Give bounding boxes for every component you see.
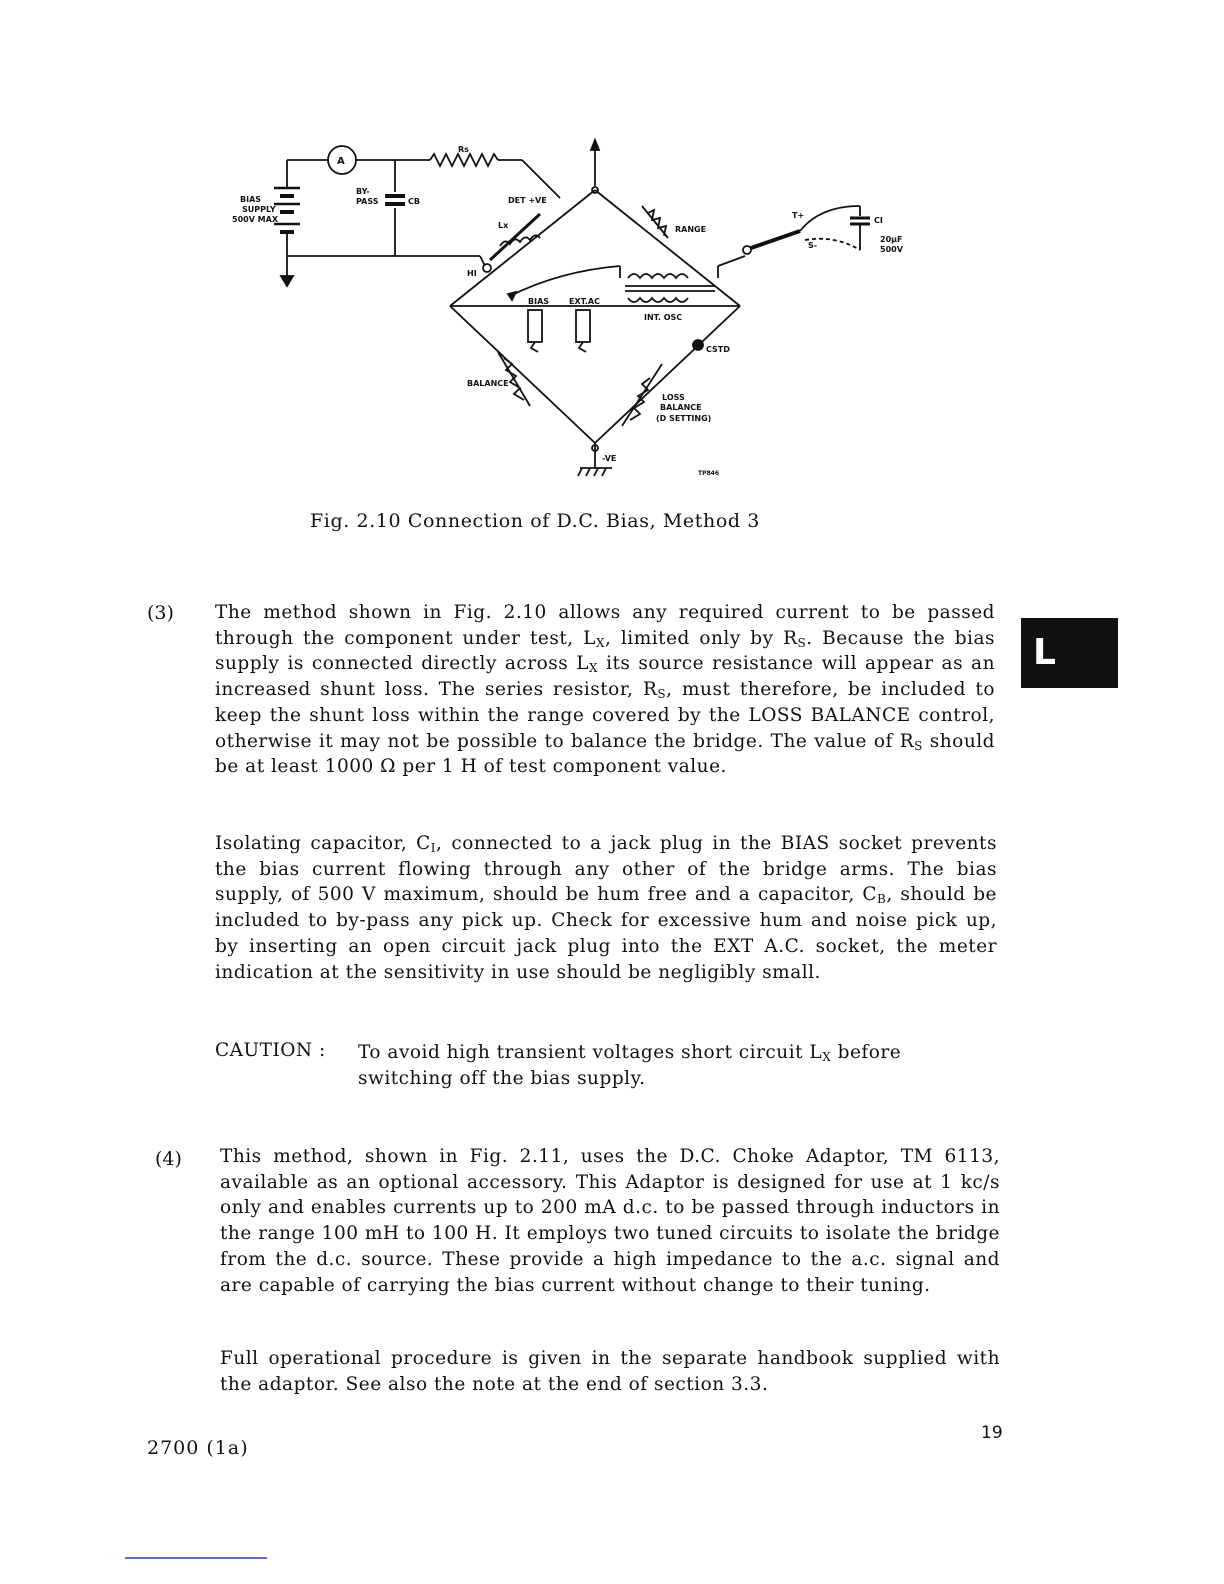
page-number: 19 bbox=[981, 1423, 1003, 1443]
label-fig-code: TP846 bbox=[698, 470, 720, 477]
label-balance: BALANCE bbox=[467, 379, 509, 388]
label-rs: Rs bbox=[458, 145, 469, 154]
label-bias-supply-2: SUPPLY bbox=[242, 205, 276, 214]
label-loss-balance-2: BALANCE bbox=[660, 403, 702, 412]
label-t-plus: T+ bbox=[792, 211, 805, 220]
label-bypass-1: BY- bbox=[356, 187, 370, 196]
label-ext-ac: EXT.AC bbox=[569, 297, 600, 306]
label-bias: BIAS bbox=[528, 297, 550, 306]
label-det-ve: DET +VE bbox=[508, 196, 547, 205]
label-ci-value-1: 20μF bbox=[880, 235, 903, 244]
section-number-3: (3) bbox=[147, 602, 174, 624]
label-cb: CB bbox=[408, 197, 420, 206]
label-int-osc: INT. OSC bbox=[644, 313, 683, 322]
label-s-minus: S- bbox=[808, 241, 818, 250]
label-bias-supply-1: BIAS bbox=[240, 195, 262, 204]
osc-coil-bottom bbox=[628, 298, 688, 302]
label-bypass-2: PASS bbox=[356, 197, 379, 206]
document-reference: 2700 (1a) bbox=[147, 1437, 249, 1459]
label-bias-supply-3: 500V MAX bbox=[232, 215, 278, 224]
section-4-paragraph-2: Full operational procedure is given in the separate handbook supplied with the adaptor. See also the note at the end of section 3.3. bbox=[220, 1348, 1000, 1395]
label-ci-value-2: 500V bbox=[880, 245, 903, 254]
caution-label: CAUTION : bbox=[215, 1040, 326, 1061]
caution-text: To avoid high transient voltages short circuit $L_X$ before switching off the bias supply. bbox=[358, 1042, 902, 1089]
bridge-schematic bbox=[220, 128, 1000, 498]
osc-coil-top bbox=[628, 274, 688, 278]
label-lx: Lx bbox=[498, 221, 509, 230]
resistor-rs bbox=[430, 154, 498, 166]
circuit-diagram bbox=[220, 128, 1000, 498]
section-3-paragraph-1: The method shown in Fig. 2.10 allows any required current to be passed through the component under test, $L_X$, limited only by $R_S$. Because the bias supply is connected directly across $L_X$ its source resistance will appear as an increased shunt loss. The series resistor, $R_S$, must therefore, be included to keep the shunt loss within the range covered by the LOSS BALANCE control, otherwise it may not be possible to balance the bridge. The value of $R_S$ should be at least 1000 Ω per 1 H of test component value. bbox=[215, 602, 996, 778]
section-tab-letter: L bbox=[1033, 632, 1056, 673]
label-hi: HI bbox=[467, 269, 477, 278]
label-ammeter: A bbox=[337, 156, 345, 167]
label-cstd: CSTD bbox=[706, 345, 730, 354]
label-neg-ve: -VE bbox=[602, 454, 617, 463]
section-number-4: (4) bbox=[155, 1148, 182, 1170]
section-tab bbox=[1021, 618, 1118, 688]
label-range: RANGE bbox=[675, 225, 707, 234]
label-loss-balance-1: LOSS bbox=[662, 393, 685, 402]
label-loss-balance-3: (D SETTING) bbox=[656, 414, 712, 423]
figure-caption: Fig. 2.10 Connection of D.C. Bias, Method 3 bbox=[310, 510, 760, 532]
section-4-paragraph-1: This method, shown in Fig. 2.11, uses the D.C. Choke Adaptor, TM 6113, available as an optional accessory. This Adaptor is designed for use at 1 kc/s only and enables currents up to 200 mA d.c. to be passed through inductors in the range 100 mH to 100 H. It employs two tuned circuits to isolate the bridge from the d.c. source. These provide a high impedance to the a.c. signal and are capable of carrying the bias current without change to their tuning. bbox=[220, 1146, 1000, 1296]
section-3-paragraph-2: Isolating capacitor, $C_I$, connected to a jack plug in the BIAS socket prevents the bias current flowing through any other of the bridge arms. The bias supply, of 500 V maximum, should be hum free and a capacitor, $C_B$, should be included to by-pass any pick up. Check for excessive hum and noise pick up, by inserting an open circuit jack plug into the EXT A.C. socket, the meter indication at the sensitivity in use should be negligibly small. bbox=[215, 833, 997, 983]
scan-edge-line bbox=[125, 1557, 267, 1559]
label-ci: CI bbox=[874, 216, 883, 225]
